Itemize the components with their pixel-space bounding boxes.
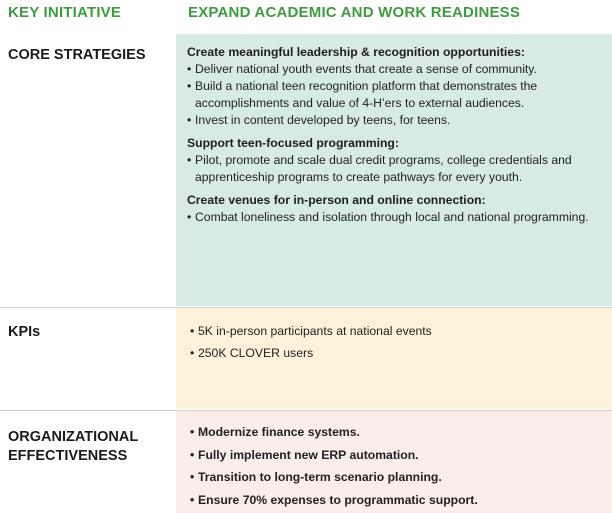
strategy-section-title: Create meaningful leadership & recognition opportunities: — [187, 45, 525, 59]
strategy-list — [187, 152, 602, 186]
strategy-item: • Build a national teen recognition platform that demonstrates the accomplishments and value of 4-H’ers to external audiences. — [187, 78, 602, 112]
org-item: • Transition to long-term scenario planning. — [190, 466, 602, 489]
core-strategies-label: CORE STRATEGIES — [8, 47, 146, 63]
kpi-list — [190, 320, 602, 364]
strategy-list — [187, 209, 602, 226]
strategy-section — [187, 192, 602, 226]
org-item: • Ensure 70% expenses to programmatic support. — [190, 489, 602, 512]
strategy-section — [187, 44, 602, 129]
strategy-section-title: Create venues for in-person and online connection: — [187, 193, 486, 207]
strategy-item: • Pilot, promote and scale dual credit programs, college credentials and apprenticeship programs to create pathways for every youth. — [187, 152, 602, 186]
kpis-label: KPIs — [8, 324, 41, 340]
header-initiative-title: EXPAND ACADEMIC AND WORK READINESS — [188, 4, 521, 21]
strategy-item: • Deliver national youth events that create a sense of community. — [187, 61, 602, 78]
core-strategies-panel — [176, 34, 612, 306]
header-key-initiative: KEY INITIATIVE — [8, 4, 122, 21]
org-effectiveness-panel — [176, 411, 612, 513]
kpi-item: • 250K CLOVER users — [190, 342, 602, 364]
strategy-item: • Invest in content developed by teens, for teens. — [187, 112, 602, 129]
org-label-line2: EFFECTIVENESS — [8, 448, 128, 464]
strategy-item: • Combat loneliness and isolation through local and national programming. — [187, 209, 602, 226]
kpis-panel — [176, 308, 612, 409]
org-label-line1: ORGANIZATIONAL — [8, 429, 139, 445]
kpi-item: • 5K in-person participants at national events — [190, 320, 602, 342]
org-item: • Modernize finance systems. — [190, 421, 602, 444]
strategy-list — [187, 61, 602, 129]
org-item: • Fully implement new ERP automation. — [190, 444, 602, 467]
org-list — [190, 421, 602, 511]
org-effectiveness-label — [8, 428, 138, 466]
strategy-section — [187, 135, 602, 186]
strategy-section-title: Support teen-focused programming: — [187, 136, 399, 150]
